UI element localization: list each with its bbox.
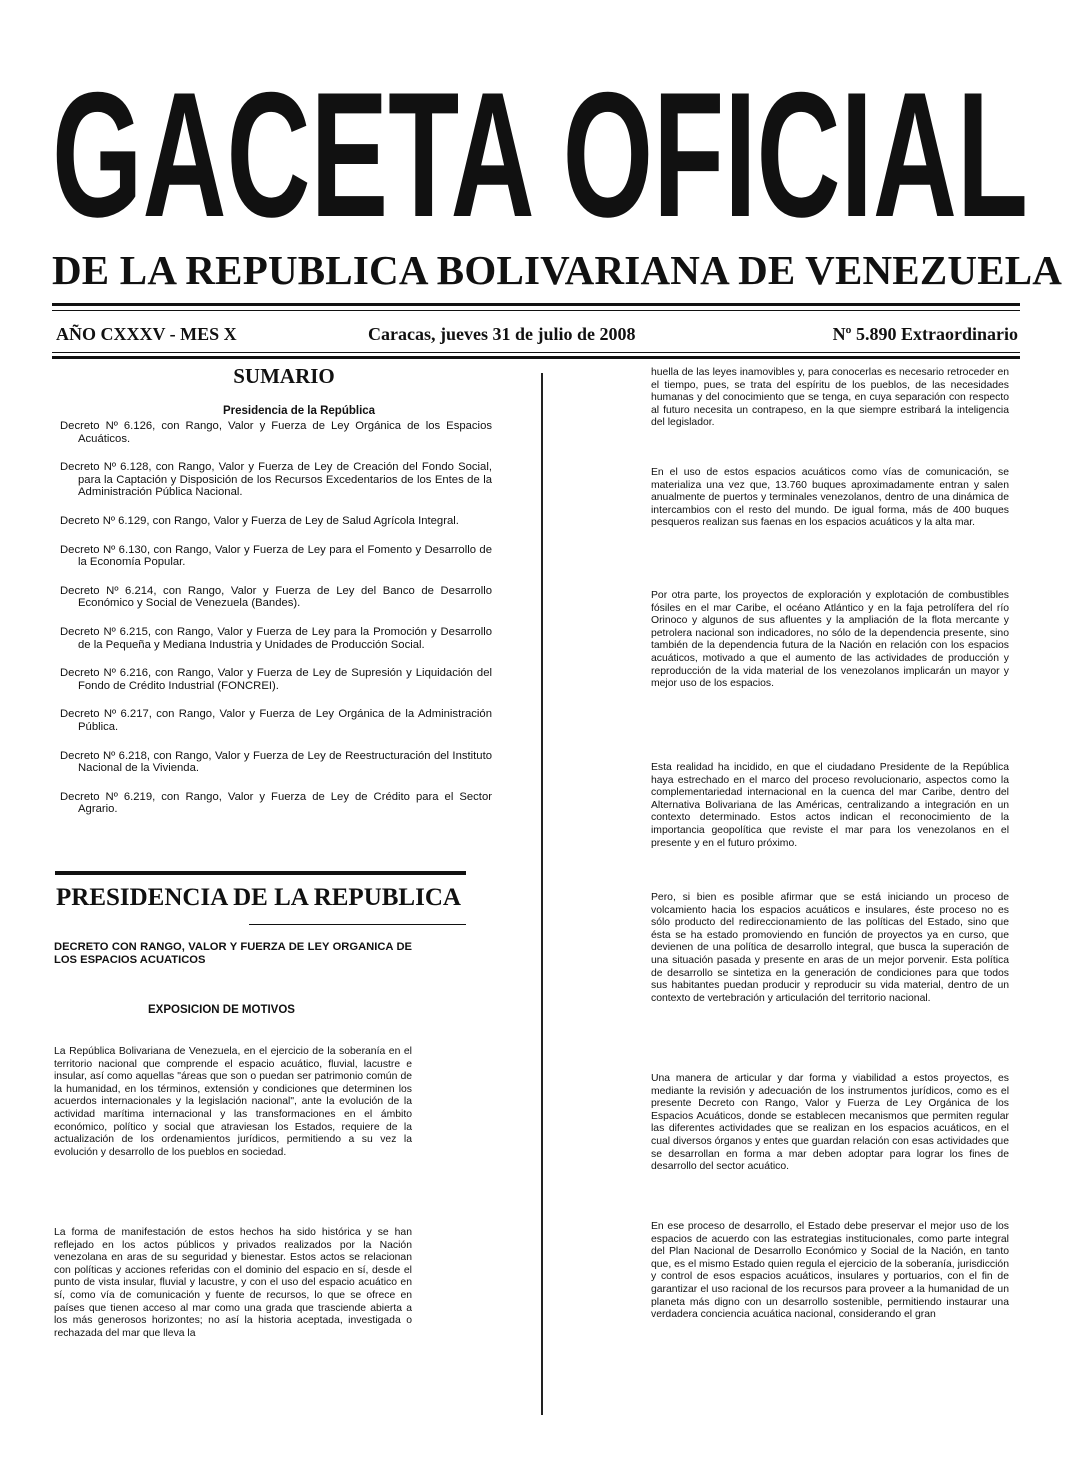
divider [52, 310, 1020, 311]
body-paragraph: Pero, si bien es posible afirmar que se está iniciando un proceso de volcamiento hacia los espacios acuáticos e insulares, éste proceso no es sólo producto del redireccionamiento de las políticas del Estado, sino que ésta se ha estado promoviendo en función de proyectos ya en curso, que devienen de una política de desarrollo integral, que busca la superación de una situación pasada y presente en aras de un mejor porvenir. Esta política de desarrollo se sintetiza en la generación de condiciones para que todos sus habitantes puedan producir y reproducir su vida material, dentro de un contexto de vertebración y articulación del territorio nacional. [651, 892, 1009, 1004]
masthead [52, 70, 1028, 240]
body-paragraph: Una manera de articular y dar forma y viabilidad a estos proyectos, es mediante la revisión y adecuación de los instrumentos jurídicos, como es el presente Decreto con Rango, Valor y Fuerza de Ley Orgánica de los Espacios Acuáticos, donde se establecen mecanismos que permiten regular las diferentes actividades que se realizan en los espacios acuáticos, en el cual diversos órganos y entes que guardan relación con esas actividades que se desarrollan en forma a mar deben adoptar para lograr los fines de desarrollo del sector acuático. [651, 1073, 1009, 1173]
body-paragraph: La forma de manifestación de estos hechos ha sido histórica y se han reflejado en los actos públicos y privados realizados por la Nación venezolana en aras de su seguridad y bienestar. Estos actos se relacionan con políticas y acciones referidas con el dominio del espacio en sí, desde el punto de vista insular, fluvial y lacustre, y con el uso del espacio acuático en sí, como vía de comunicación y fuente de recursos, lo que se ofrece en países que tienen acceso al mar como una grada que trasciende abierta a los más generosos horizontes; no así la historia aceptada, investigada o rechazada del mar que lleva la [54, 1227, 412, 1339]
sumario-item: Decreto Nº 6.214, con Rango, Valor y Fuerza de Ley del Banco de Desarrollo Económico y Social de Venezuela (Bandes). [60, 584, 492, 610]
sumario-item: Decreto Nº 6.219, con Rango, Valor y Fuerza de Ley de Crédito para el Sector Agrario. [60, 790, 492, 816]
divider [52, 356, 1020, 359]
sumario-item: Decreto Nº 6.126, con Rango, Valor y Fuerza de Ley Orgánica de los Espacios Acuáticos. [60, 420, 492, 445]
body-paragraph: En ese proceso de desarrollo, el Estado debe preservar el mejor uso de los espacios de acuerdo con las estrategias institucionales, como parte integral del Plan Nacional de Desarrollo Económico y Social de la Nación, en tanto que, es el mismo Estado quien regula el ejercicio de la soberanía, jurisdicción y control de esos espacios acuáticos, insulares y portuarios, con el fin de garantizar el uso racional de los recursos para proveer a la humanidad de un planeta más digno con un desarrollo sostenible, permitiendo instaurar una verdadera conciencia acuática nacional, considerando el gran [651, 1221, 1009, 1321]
section-rule [55, 871, 466, 875]
sumario-item: Decreto Nº 6.216, con Rango, Valor y Fuerza de Ley de Supresión y Liquidación del Fondo de Crédito Industrial (FONCREI). [60, 667, 492, 692]
dateline-year: AÑO CXXXV - MES X [56, 324, 237, 344]
column-separator [541, 373, 543, 1415]
dateline-date: Caracas, jueves 31 de julio de 2008 [368, 324, 636, 344]
motivos-heading: EXPOSICION DE MOTIVOS [148, 1004, 295, 1016]
body-paragraph: huella de las leyes inamovibles y, para conocerlas es necesario retroceder en el tiempo, pues, se trata del espíritu de los pueblos, de las necesidades humanas y del conocimiento que se tenga, en cuya separación con respecto al futuro necesita un contrapeso, en la que siempre estribará la inteligencia del legislador. [651, 367, 1009, 429]
body-paragraph: Por otra parte, los proyectos de exploración y explotación de combustibles fósiles en el mar Caribe, el océano Atlántico y en la faja petrolífera del río Orinoco y algunos de sus afluentes y la ampliación de la flota mercante y petrolera nacional son indicadores, no sólo de la dependencia presente, sino también de la dependencia futura de la Nación en relación con los espacios acuáticos, motivado a que el aumento de las actividades de producción y reproducción de la vida material de los venezolanos implicarán un mayor y mejor uso de los espacios. [651, 590, 1009, 690]
sumario-item: Decreto Nº 6.130, con Rango, Valor y Fuerza de Ley para el Fomento y Desarrollo de la Economía Popular. [60, 543, 492, 569]
svg-text:GACETA OFICIAL: GACETA OFICIAL [52, 70, 1028, 240]
decree-title: DECRETO CON RANGO, VALOR Y FUERZA DE LEY ORGANICA DE LOS ESPACIOS ACUATICOS [54, 941, 412, 966]
divider [52, 303, 1020, 306]
sumario-item: Decreto Nº 6.217, con Rango, Valor y Fuerza de Ley Orgánica de la Administración Pública. [60, 708, 492, 733]
body-paragraph: La República Bolivariana de Venezuela, en el ejercicio de la soberanía en el territorio nacional que comprende el espacio acuático, fluvial, lacustre e insular, así como aquellas "áreas que son o puedan ser patrimonio común de la humanidad, en los términos, extensión y condiciones que determinen los acuerdos internacionales y la legislación nacional", ante la evolución de la actividad marítima internacional y las transformaciones en el ámbito económico, político y social que atraviesan los Estados, requiere de la actualización de los ordenamientos jurídicos, permitiendo a su vez la evolución y desarrollo de los pueblos en sociedad. [54, 1046, 412, 1158]
body-paragraph: En el uso de estos espacios acuáticos como vías de comunicación, se materializa una vez que, 13.760 buques aproximadamente entran y salen anualmente de puertos y terminales venezolanos, dentro de una dinámica de intercambios con el resto del mundo. De igual forma, más de 400 buques pesqueros realizan sus faenas en los espacios acuáticos y la alta mar. [651, 467, 1009, 529]
sumario-title: SUMARIO [233, 364, 335, 388]
masthead-title [52, 70, 1028, 240]
sumario-subtitle: Presidencia de la República [222, 405, 376, 417]
sumario-item: Decreto Nº 6.129, con Rango, Valor y Fuerza de Ley de Salud Agrícola Integral. [60, 514, 459, 527]
sumario-item: Decreto Nº 6.218, con Rango, Valor y Fuerza de Ley de Reestructuración del Instituto Nacional de la Vivienda. [60, 749, 492, 775]
section-rule [249, 924, 466, 925]
masthead-subtitle: DE LA REPUBLICA BOLIVARIANA DE VENEZUELA [52, 247, 1063, 293]
body-paragraph: Esta realidad ha incidido, en que el ciudadano Presidente de la República haya estrechado en el marco del proceso revolucionario, aspectos como la complementariedad internacional en la cuenca del mar Caribe, dentro del Alternativa Bolivariana de las Américas, centralizando a integración en un contexto determinado. Estos actos indican el reconocimiento de la importancia geopolítica que reviste el mar para los venezolanos en el presente y en el futuro próximo. [651, 762, 1009, 849]
sumario-list [60, 420, 492, 832]
divider [52, 352, 1020, 353]
sumario-item: Decreto Nº 6.128, con Rango, Valor y Fuerza de Ley de Creación del Fondo Social, para la Captación y Disposición de los Recursos Excedentarios de los Entes de la Administración Pública Nacional. [60, 461, 492, 499]
dateline-number: Nº 5.890 Extraordinario [832, 324, 1018, 344]
dateline [56, 322, 1018, 352]
sumario-item: Decreto Nº 6.215, con Rango, Valor y Fuerza de Ley para la Promoción y Desarrollo de la Pequeña y Mediana Industria y Unidades de Producción Social. [60, 625, 492, 651]
section-title: PRESIDENCIA DE LA REPUBLICA [56, 884, 461, 911]
